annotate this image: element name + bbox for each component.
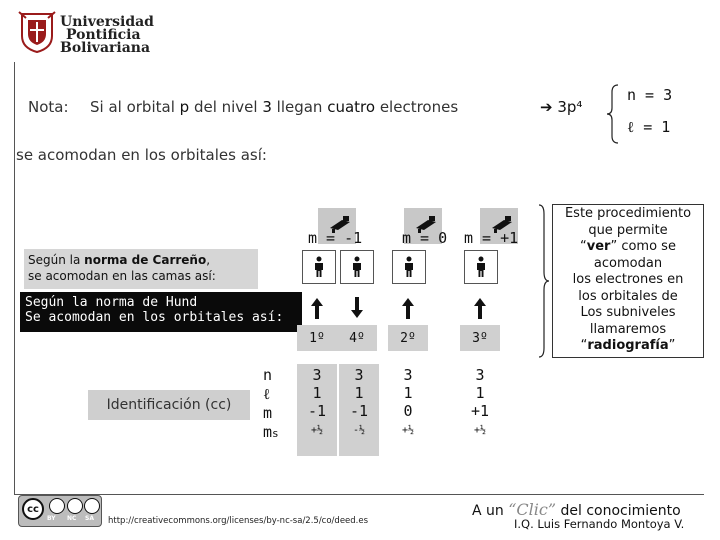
by-text: BY [47, 515, 56, 522]
col-ms: +½ [310, 425, 324, 436]
note-quote-open: “ [580, 239, 587, 254]
col-l: 1 [403, 384, 413, 402]
nota-label: Nota: [28, 98, 69, 116]
brand-line-1: Universidad [60, 14, 154, 30]
right-brace-icon [538, 204, 550, 358]
sa-text: SA [85, 515, 94, 522]
note-line-5: los electrones en [572, 272, 684, 287]
carreno-c: , [206, 253, 211, 267]
col-m: -1 [307, 402, 327, 420]
col-n: 3 [403, 366, 413, 384]
note-quote-close-2: ” [668, 338, 676, 353]
intro-sentence [90, 98, 458, 116]
m-label-0: m = 0 [402, 229, 448, 247]
radiografia-note [552, 204, 704, 358]
col-n: 3 [475, 366, 485, 384]
col-m: -1 [349, 402, 369, 420]
note-quote-open-2: “ [580, 338, 588, 353]
note-line-9 [553, 338, 703, 355]
intro-s3: llegan [271, 98, 328, 116]
university-crest-logo [18, 10, 56, 54]
nc-text: NC [67, 515, 77, 522]
license-link[interactable]: http://creativecommons.org/licenses/by-nc-sa/2.5/co/deed.es [108, 516, 369, 526]
col-n: 3 [312, 366, 322, 384]
electron-tile [392, 250, 426, 284]
brand-line-2: Pontificia [66, 27, 141, 43]
config-value: 3p⁴ [557, 98, 583, 116]
hund-rule-box [20, 292, 302, 332]
slogan-a: A un [472, 503, 509, 519]
carreno-line-1 [28, 252, 258, 268]
note-line-1: Este procedimiento [564, 206, 692, 221]
spin-up-arrow-icon [473, 296, 487, 320]
quantum-column [297, 364, 337, 456]
col-l: 1 [475, 384, 485, 402]
carreno-b: norma de Carreño [84, 253, 207, 267]
q-ms-label: ms [263, 423, 279, 441]
carreno-rule-box [24, 249, 258, 289]
quantum-column [339, 364, 379, 456]
note-line-6: los orbitales de [578, 288, 678, 304]
l-value: ℓ = 1 [627, 118, 671, 136]
col-ms: -½ [352, 425, 366, 436]
by-person-icon [49, 498, 65, 514]
col-m: 0 [403, 402, 413, 420]
intro-level: 3 [262, 98, 272, 116]
intro-s4: electrones [375, 98, 459, 116]
intro-count: cuatro [327, 98, 376, 116]
note-line-8: llamaremos [589, 321, 667, 337]
intro-s1: Si al orbital [90, 98, 180, 116]
nc-dollar-icon [67, 498, 83, 514]
person-icon [475, 256, 487, 278]
note-line-4: acomodan [593, 255, 663, 271]
slogan-c: del conocimiento [556, 503, 681, 519]
author-name: I.Q. Luis Fernando Montoya V. [514, 517, 685, 531]
frame-left-line [14, 62, 15, 494]
brand-line-3: Bolivariana [60, 40, 151, 56]
note-line-2: que permite [588, 222, 668, 238]
frame-bottom-line [14, 494, 704, 495]
order-label: 3º [460, 325, 500, 351]
col-l: 1 [354, 384, 364, 402]
sa-share-icon [84, 498, 100, 514]
identification-label: Identificación (cc) [88, 390, 250, 420]
intro-line-2: se acomodan en los orbitales así: [16, 146, 267, 164]
m-label-plus-1: m = +1 [464, 229, 519, 247]
q-ms-subscript: s [272, 427, 279, 440]
carreno-a: Según la [28, 253, 85, 267]
cc-icon: cc [22, 498, 44, 520]
electron-config [540, 98, 582, 116]
electron-tile [302, 250, 336, 284]
col-l: 1 [312, 384, 322, 402]
note-radiografia: radiografía [587, 338, 669, 353]
col-n: 3 [354, 366, 364, 384]
slogan-clic: “Clic” [508, 500, 557, 519]
order-label: 1º [297, 325, 337, 351]
hund-line-1: Según la norma de Hund [25, 295, 198, 310]
electron-tile [464, 250, 498, 284]
note-ver: ver [586, 239, 611, 254]
intro-s2: del nivel [189, 98, 263, 116]
left-brace-icon [606, 84, 620, 144]
person-icon [313, 256, 325, 278]
note-line-7: Los subniveles [580, 305, 676, 320]
intro-p: p [179, 98, 190, 116]
note-l3-rest: ” como se [610, 239, 676, 254]
quantum-column [388, 364, 428, 440]
q-l-label: ℓ [263, 385, 271, 403]
spin-up-arrow-icon [310, 296, 324, 320]
col-ms: +½ [401, 425, 415, 436]
arrow-right-icon: ➔ [540, 98, 553, 116]
q-n-label: n [263, 366, 273, 384]
col-ms: +½ [473, 425, 487, 436]
university-name [60, 16, 154, 55]
col-m: +1 [470, 402, 490, 420]
quantum-number-labels [263, 366, 279, 443]
spin-up-arrow-icon [401, 296, 415, 320]
person-icon [403, 256, 415, 278]
person-icon [351, 256, 363, 278]
spin-down-arrow-icon [350, 296, 364, 320]
creative-commons-badge[interactable] [18, 495, 102, 527]
q-m-label: m [263, 404, 273, 422]
carreno-line-2: se acomodan en las camas así: [28, 269, 216, 283]
m-label-minus-1: m = -1 [308, 229, 363, 247]
electron-tile [340, 250, 374, 284]
order-label: 2º [388, 325, 428, 351]
order-label: 4º [337, 325, 377, 351]
hund-line-2: Se acomodan en los orbitales así: [25, 310, 284, 325]
n-value: n = 3 [627, 86, 673, 104]
note-line-3 [553, 239, 703, 256]
quantum-column [460, 364, 500, 440]
